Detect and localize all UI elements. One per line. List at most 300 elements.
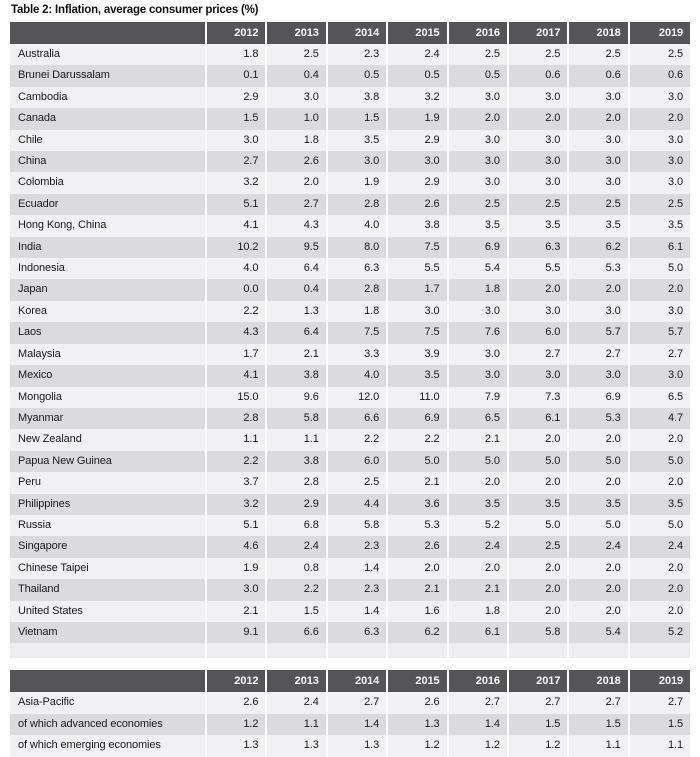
data-cell: 5.0: [388, 451, 448, 472]
data-cell: 6.2: [388, 622, 448, 643]
data-cell: 3.0: [630, 87, 690, 108]
data-cell: 3.7: [207, 472, 267, 493]
data-cell: 10.2: [207, 237, 267, 258]
data-cell: 2.2: [207, 301, 267, 322]
data-cell: 2.9: [267, 494, 327, 515]
data-cell: 2.2: [388, 429, 448, 450]
data-cell: 2.0: [449, 472, 509, 493]
data-cell: 4.0: [328, 215, 388, 236]
data-cell: 2.0: [630, 279, 690, 300]
row-label: of which advanced economies: [10, 714, 207, 735]
table-row: [10, 692, 690, 713]
data-cell: 0.6: [630, 65, 690, 86]
data-cell: 6.1: [630, 237, 690, 258]
data-cell: 3.5: [630, 494, 690, 515]
data-cell: 2.4: [569, 536, 629, 557]
data-cell: 5.0: [630, 451, 690, 472]
data-cell: 5.0: [630, 258, 690, 279]
data-cell: 6.3: [328, 622, 388, 643]
data-cell: 5.0: [509, 451, 569, 472]
data-cell: 1.1: [267, 714, 327, 735]
table-row: [10, 301, 690, 322]
data-cell: 3.0: [449, 87, 509, 108]
data-cell: 1.6: [388, 601, 448, 622]
data-cell: 5.0: [449, 451, 509, 472]
data-cell: 3.5: [509, 215, 569, 236]
data-cell: 2.9: [388, 172, 448, 193]
data-cell: 5.3: [569, 258, 629, 279]
data-cell: 5.0: [569, 515, 629, 536]
data-cell: 12.0: [328, 387, 388, 408]
table-row: [10, 622, 690, 643]
row-label: Korea: [10, 301, 207, 322]
data-cell: 3.0: [630, 130, 690, 151]
data-cell: 3.0: [509, 130, 569, 151]
data-cell: 3.0: [388, 151, 448, 172]
data-cell: 1.7: [207, 344, 267, 365]
data-cell: 6.5: [449, 408, 509, 429]
data-cell: 6.6: [328, 408, 388, 429]
data-cell: 2.0: [569, 472, 629, 493]
data-cell: 1.8: [328, 301, 388, 322]
data-cell: 5.8: [509, 622, 569, 643]
data-cell: 2.5: [630, 194, 690, 215]
data-cell: 3.0: [630, 172, 690, 193]
data-cell: 2.7: [207, 151, 267, 172]
data-cell: 0.5: [388, 65, 448, 86]
data-cell: 2.5: [449, 194, 509, 215]
data-cell: 3.5: [630, 215, 690, 236]
table-row: [10, 172, 690, 193]
table-row: [10, 108, 690, 129]
data-cell: 2.0: [509, 601, 569, 622]
header-cell-2015: 2015: [388, 670, 448, 692]
row-label: Indonesia: [10, 258, 207, 279]
data-cell: 1.9: [207, 558, 267, 579]
data-cell: 2.4: [388, 44, 448, 65]
main-table-header: [10, 22, 690, 44]
data-cell: 1.1: [207, 429, 267, 450]
data-cell: 6.2: [569, 237, 629, 258]
data-cell: 2.1: [207, 601, 267, 622]
data-cell: 0.6: [569, 65, 629, 86]
data-cell: 1.8: [449, 279, 509, 300]
data-cell: 3.0: [569, 365, 629, 386]
data-cell: 4.4: [328, 494, 388, 515]
table-spacer-row: [10, 643, 690, 658]
table-row: [10, 429, 690, 450]
data-cell: 2.0: [630, 108, 690, 129]
data-cell: 1.7: [388, 279, 448, 300]
data-cell: 2.7: [449, 692, 509, 713]
inflation-main-table: [10, 22, 690, 658]
data-cell: 5.8: [328, 515, 388, 536]
spacer-cell: [630, 643, 690, 658]
data-cell: 2.6: [267, 151, 327, 172]
data-cell: 2.0: [509, 108, 569, 129]
data-cell: 7.6: [449, 322, 509, 343]
data-cell: 5.3: [569, 408, 629, 429]
data-cell: 4.0: [328, 365, 388, 386]
table-row: [10, 279, 690, 300]
data-cell: 1.2: [509, 735, 569, 756]
table-row: [10, 87, 690, 108]
table-row: [10, 65, 690, 86]
data-cell: 2.0: [388, 558, 448, 579]
data-cell: 3.0: [630, 151, 690, 172]
spacer-cell: [388, 643, 448, 658]
table-row: [10, 536, 690, 557]
data-cell: 2.5: [267, 44, 327, 65]
data-cell: 3.0: [388, 301, 448, 322]
row-label: Russia: [10, 515, 207, 536]
data-cell: 2.5: [569, 44, 629, 65]
data-cell: 3.5: [388, 365, 448, 386]
spacer-cell: [267, 643, 327, 658]
data-cell: 3.2: [207, 172, 267, 193]
row-label: Chinese Taipei: [10, 558, 207, 579]
header-cell-2016: 2016: [449, 670, 509, 692]
data-cell: 1.3: [207, 735, 267, 756]
data-cell: 0.5: [449, 65, 509, 86]
data-cell: 1.3: [267, 735, 327, 756]
table-row: [10, 472, 690, 493]
data-cell: 4.1: [207, 365, 267, 386]
data-cell: 2.4: [267, 536, 327, 557]
data-cell: 6.1: [449, 622, 509, 643]
header-cell-2014: 2014: [328, 22, 388, 44]
data-cell: 2.0: [569, 558, 629, 579]
data-cell: 1.3: [328, 735, 388, 756]
data-cell: 1.5: [569, 714, 629, 735]
row-label: Ecuador: [10, 194, 207, 215]
data-cell: 7.5: [388, 237, 448, 258]
data-cell: 5.5: [388, 258, 448, 279]
table-row: [10, 515, 690, 536]
data-cell: 3.0: [449, 301, 509, 322]
data-cell: 3.0: [569, 130, 629, 151]
data-cell: 2.9: [207, 87, 267, 108]
row-label: Australia: [10, 44, 207, 65]
data-cell: 6.3: [328, 258, 388, 279]
data-cell: 0.5: [328, 65, 388, 86]
data-cell: 1.3: [267, 301, 327, 322]
data-cell: 0.6: [509, 65, 569, 86]
table-row: [10, 579, 690, 600]
data-cell: 2.5: [569, 194, 629, 215]
data-cell: 3.0: [449, 130, 509, 151]
table-row: [10, 735, 690, 756]
data-cell: 2.7: [569, 692, 629, 713]
header-cell-2019: 2019: [630, 22, 690, 44]
row-label: Mexico: [10, 365, 207, 386]
data-cell: 7.9: [449, 387, 509, 408]
data-cell: 1.0: [267, 108, 327, 129]
data-cell: 4.1: [207, 215, 267, 236]
data-cell: 1.1: [267, 429, 327, 450]
data-cell: 3.8: [388, 215, 448, 236]
data-cell: 2.7: [630, 692, 690, 713]
spacer-cell: [449, 643, 509, 658]
data-cell: 6.3: [509, 237, 569, 258]
table-row: [10, 44, 690, 65]
data-cell: 2.3: [328, 44, 388, 65]
data-cell: 1.8: [449, 601, 509, 622]
data-cell: 3.2: [388, 87, 448, 108]
data-cell: 7.3: [509, 387, 569, 408]
data-cell: 3.0: [267, 87, 327, 108]
data-cell: 2.0: [569, 429, 629, 450]
spacer-cell: [328, 643, 388, 658]
data-cell: 2.1: [449, 579, 509, 600]
data-cell: 2.0: [630, 579, 690, 600]
header-cell-2012: 2012: [207, 670, 267, 692]
data-cell: 6.9: [449, 237, 509, 258]
data-cell: 4.3: [267, 215, 327, 236]
data-cell: 3.5: [449, 494, 509, 515]
data-cell: 2.2: [207, 451, 267, 472]
data-cell: 3.5: [449, 215, 509, 236]
data-cell: 2.7: [267, 194, 327, 215]
row-label: Philippines: [10, 494, 207, 515]
inflation-summary-table: [10, 670, 690, 756]
row-label: Chile: [10, 130, 207, 151]
data-cell: 1.9: [388, 108, 448, 129]
header-cell-2019: 2019: [630, 670, 690, 692]
header-cell-2013: 2013: [267, 22, 327, 44]
data-cell: 6.5: [630, 387, 690, 408]
data-cell: 2.3: [328, 579, 388, 600]
data-cell: 6.0: [328, 451, 388, 472]
data-cell: 5.5: [509, 258, 569, 279]
table-row: [10, 215, 690, 236]
row-label: Cambodia: [10, 87, 207, 108]
table-row: [10, 344, 690, 365]
data-cell: 1.4: [449, 714, 509, 735]
data-cell: 3.0: [328, 151, 388, 172]
data-cell: 1.5: [267, 601, 327, 622]
row-label: India: [10, 237, 207, 258]
data-cell: 2.0: [267, 172, 327, 193]
data-cell: 5.2: [449, 515, 509, 536]
spacer-cell: [207, 643, 267, 658]
data-cell: 2.2: [328, 429, 388, 450]
data-cell: 6.8: [267, 515, 327, 536]
header-cell-2018: 2018: [569, 670, 629, 692]
data-cell: 3.5: [569, 494, 629, 515]
data-cell: 5.0: [569, 451, 629, 472]
row-label: Thailand: [10, 579, 207, 600]
data-cell: 3.5: [509, 494, 569, 515]
data-cell: 0.1: [207, 65, 267, 86]
header-row: [10, 670, 690, 692]
data-cell: 3.0: [569, 301, 629, 322]
data-cell: 1.8: [267, 130, 327, 151]
data-cell: 1.8: [207, 44, 267, 65]
data-cell: 0.0: [207, 279, 267, 300]
data-cell: 1.1: [569, 735, 629, 756]
data-cell: 3.5: [328, 130, 388, 151]
data-cell: 2.1: [388, 579, 448, 600]
data-cell: 3.0: [630, 365, 690, 386]
data-cell: 2.0: [509, 558, 569, 579]
header-cell-2012: 2012: [207, 22, 267, 44]
data-cell: 6.0: [509, 322, 569, 343]
table-row: [10, 714, 690, 735]
data-cell: 7.5: [388, 322, 448, 343]
data-cell: 3.9: [388, 344, 448, 365]
data-cell: 1.2: [388, 735, 448, 756]
data-cell: 0.4: [267, 279, 327, 300]
table-row: [10, 151, 690, 172]
data-cell: 11.0: [388, 387, 448, 408]
header-cell-2017: 2017: [509, 22, 569, 44]
data-cell: 2.0: [630, 558, 690, 579]
data-cell: 8.0: [328, 237, 388, 258]
data-cell: 2.0: [630, 601, 690, 622]
header-cell-name: [10, 670, 207, 692]
data-cell: 6.9: [388, 408, 448, 429]
table-row: [10, 558, 690, 579]
data-cell: 2.0: [630, 472, 690, 493]
data-cell: 2.5: [630, 44, 690, 65]
table-row: [10, 130, 690, 151]
row-label: Mongolia: [10, 387, 207, 408]
data-cell: 4.6: [207, 536, 267, 557]
data-cell: 3.0: [569, 151, 629, 172]
data-cell: 2.0: [569, 601, 629, 622]
data-cell: 2.1: [388, 472, 448, 493]
data-cell: 2.5: [449, 44, 509, 65]
data-cell: 2.0: [509, 279, 569, 300]
header-cell-2014: 2014: [328, 670, 388, 692]
data-cell: 1.2: [207, 714, 267, 735]
data-cell: 2.7: [509, 344, 569, 365]
data-cell: 2.5: [509, 194, 569, 215]
data-cell: 7.5: [328, 322, 388, 343]
header-cell-2015: 2015: [388, 22, 448, 44]
table-block-spacer: [10, 658, 690, 670]
data-cell: 2.7: [630, 344, 690, 365]
data-cell: 1.4: [328, 714, 388, 735]
data-cell: 2.0: [509, 472, 569, 493]
data-cell: 5.2: [630, 622, 690, 643]
data-cell: 2.0: [569, 108, 629, 129]
data-cell: 3.0: [449, 172, 509, 193]
data-cell: 6.1: [509, 408, 569, 429]
data-cell: 2.8: [267, 472, 327, 493]
data-cell: 5.4: [449, 258, 509, 279]
data-cell: 3.0: [509, 301, 569, 322]
data-cell: 3.0: [569, 87, 629, 108]
data-cell: 3.0: [509, 365, 569, 386]
data-cell: 2.8: [328, 194, 388, 215]
row-label: Brunei Darussalam: [10, 65, 207, 86]
data-cell: 5.7: [569, 322, 629, 343]
spacer-cell: [569, 643, 629, 658]
data-cell: 1.2: [449, 735, 509, 756]
header-cell-2013: 2013: [267, 670, 327, 692]
header-cell-2016: 2016: [449, 22, 509, 44]
data-cell: 2.0: [569, 279, 629, 300]
data-cell: 3.6: [388, 494, 448, 515]
row-label: Myanmar: [10, 408, 207, 429]
data-cell: 9.5: [267, 237, 327, 258]
row-label: Asia-Pacific: [10, 692, 207, 713]
row-label: of which emerging economies: [10, 735, 207, 756]
data-cell: 6.4: [267, 322, 327, 343]
data-cell: 0.4: [267, 65, 327, 86]
data-cell: 2.0: [509, 579, 569, 600]
table-row: [10, 194, 690, 215]
data-cell: 1.4: [328, 558, 388, 579]
row-label: Hong Kong, China: [10, 215, 207, 236]
table-row: [10, 451, 690, 472]
data-cell: 2.6: [388, 692, 448, 713]
data-cell: 3.0: [449, 151, 509, 172]
data-cell: 2.4: [630, 536, 690, 557]
data-cell: 2.0: [630, 429, 690, 450]
data-cell: 3.8: [328, 87, 388, 108]
data-cell: 2.5: [328, 472, 388, 493]
table-row: [10, 387, 690, 408]
data-cell: 3.0: [509, 172, 569, 193]
data-cell: 1.9: [328, 172, 388, 193]
data-cell: 5.8: [267, 408, 327, 429]
data-cell: 1.3: [388, 714, 448, 735]
data-cell: 3.8: [267, 365, 327, 386]
data-cell: 4.3: [207, 322, 267, 343]
table-row: [10, 258, 690, 279]
row-label: United States: [10, 601, 207, 622]
data-cell: 1.5: [328, 108, 388, 129]
header-cell-2018: 2018: [569, 22, 629, 44]
row-label: Peru: [10, 472, 207, 493]
data-cell: 5.7: [630, 322, 690, 343]
table-row: [10, 237, 690, 258]
data-cell: 2.6: [388, 536, 448, 557]
data-cell: 3.0: [449, 344, 509, 365]
data-cell: 3.0: [509, 87, 569, 108]
data-cell: 3.0: [630, 301, 690, 322]
row-label: Colombia: [10, 172, 207, 193]
summary-table-header: [10, 670, 690, 692]
data-cell: 2.2: [267, 579, 327, 600]
data-cell: 2.0: [569, 579, 629, 600]
data-cell: 3.0: [449, 365, 509, 386]
data-cell: 2.6: [388, 194, 448, 215]
data-cell: 4.0: [207, 258, 267, 279]
data-cell: 3.2: [207, 494, 267, 515]
data-cell: 2.4: [267, 692, 327, 713]
data-cell: 2.0: [509, 429, 569, 450]
data-cell: 0.8: [267, 558, 327, 579]
data-cell: 3.0: [207, 579, 267, 600]
data-cell: 3.0: [509, 151, 569, 172]
data-cell: 2.8: [328, 279, 388, 300]
data-cell: 2.5: [509, 44, 569, 65]
data-cell: 5.4: [569, 622, 629, 643]
data-cell: 1.5: [630, 714, 690, 735]
data-cell: 3.0: [207, 130, 267, 151]
spacer-cell: [10, 643, 207, 658]
header-cell-2017: 2017: [509, 670, 569, 692]
row-label: Laos: [10, 322, 207, 343]
table-row: [10, 494, 690, 515]
header-row: [10, 22, 690, 44]
data-cell: 15.0: [207, 387, 267, 408]
table-row: [10, 408, 690, 429]
